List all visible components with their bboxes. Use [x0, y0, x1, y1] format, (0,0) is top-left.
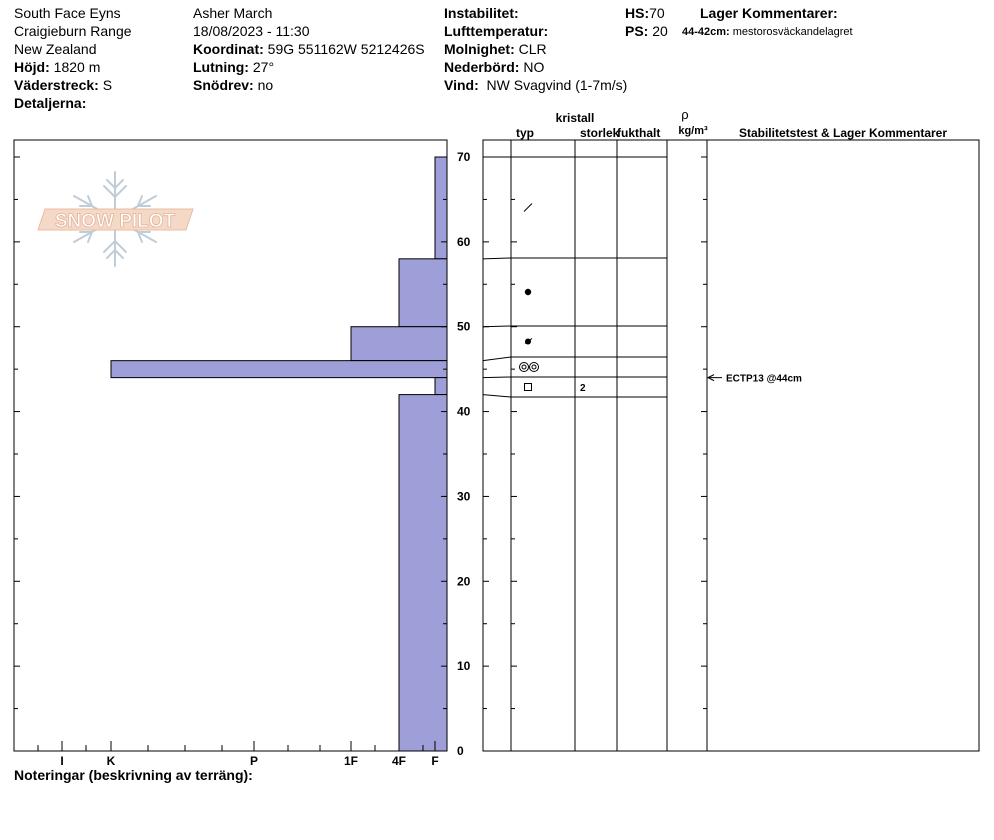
header-kristall: kristall: [555, 111, 595, 125]
hardness-bar-4: [435, 378, 447, 395]
elevation-value: 1820 m: [53, 59, 101, 75]
grain-melt-forms-icon: [520, 363, 539, 372]
layer-table-frame: [483, 140, 979, 751]
grain-rounded-icon: [525, 289, 531, 295]
hardness-tick-label-4: 4F: [391, 754, 407, 768]
logo-text: SNOW PILOT: [54, 211, 176, 232]
height-tick-label-10: 10: [457, 659, 471, 674]
notes-label: Noteringar (beskrivning av terräng):: [14, 767, 253, 783]
height-tick-label-20: 20: [457, 574, 471, 589]
sky-value: CLR: [518, 41, 547, 57]
hardness-bars: [111, 157, 447, 751]
hs-label: HS:: [625, 5, 650, 21]
hardness-bar-1: [399, 259, 447, 327]
datetime: 18/08/2023 - 11:30: [193, 23, 310, 39]
observer: Asher March: [193, 5, 273, 21]
hardness-tick-label-5: F: [431, 754, 439, 768]
precip-value: NO: [523, 59, 545, 75]
hardness-axis: [14, 741, 439, 768]
height-tick-label-50: 50: [457, 319, 471, 334]
location: South Face Eyns: [14, 5, 121, 21]
header-rho: ρ: [681, 107, 689, 122]
grain-rounding-facet-icon: [525, 339, 532, 345]
aspect-label: Väderstreck:: [14, 77, 99, 93]
grain-decomposing-icon: [524, 204, 532, 212]
stability-tests: [708, 374, 802, 385]
hardness-bar-2: [351, 327, 447, 361]
slope-label: Lutning:: [193, 59, 249, 75]
header-typ: typ: [516, 126, 534, 140]
elevation-label: Höjd:: [14, 59, 50, 75]
height-tick-label-0: 0: [457, 744, 464, 758]
height-tick-label-60: 60: [457, 234, 471, 249]
hardness-tick-label-1: K: [106, 754, 116, 768]
grain-size-4: 2: [580, 383, 586, 394]
test-label-0: ECTP13 @44cm: [726, 373, 802, 385]
sky-label: Molnighet:: [444, 41, 515, 57]
hardness-tick-label-2: P: [249, 754, 259, 768]
slope-value: 27°: [252, 59, 275, 75]
header-stability: Stabilitetstest & Lager Kommentarer: [738, 126, 948, 140]
header-fukthalt: fukthalt: [617, 126, 661, 140]
header-density-unit: kg/m³: [678, 125, 708, 137]
ps-value: 20: [652, 23, 668, 39]
header-storlek: storlek: [580, 126, 620, 140]
hs-value: 70: [649, 5, 665, 21]
snowpilot-logo: [38, 172, 193, 266]
details-label: Detaljerna:: [14, 95, 87, 111]
height-tick-label-70: 70: [457, 150, 471, 164]
precip-label: Nederbörd:: [444, 59, 520, 75]
layer-comment-text: mestorosväckandelagret: [732, 26, 853, 38]
height-tick-label-40: 40: [457, 404, 471, 419]
grain-faceted-icon: [525, 384, 532, 391]
hardness-tick-label-0: I: [60, 754, 64, 768]
drift-value: no: [257, 77, 274, 93]
hardness-bar-0: [435, 157, 447, 259]
height-axis: [14, 150, 707, 758]
height-tick-label-30: 30: [457, 489, 471, 504]
coord-value: 59G 551162W 5212426S: [267, 41, 425, 57]
layer-comment-range: 44-42cm:: [682, 26, 730, 38]
instability-label: Instabilitet:: [444, 5, 519, 21]
drift-label: Snödrev:: [193, 77, 254, 93]
airtemp-label: Lufttemperatur:: [444, 23, 549, 39]
ps-label: PS:: [625, 23, 649, 39]
layer-comments-title: Lager Kommentarer:: [700, 5, 838, 21]
coord-label: Koordinat:: [193, 41, 264, 57]
country: New Zealand: [14, 41, 97, 57]
table-columns: [511, 140, 707, 751]
hardness-bar-3: [111, 361, 447, 378]
range: Craigieburn Range: [14, 23, 132, 39]
hardness-tick-label-3: 1F: [343, 754, 359, 768]
aspect-value: S: [102, 77, 113, 93]
hardness-bar-5: [399, 395, 447, 751]
wind-label: Vind:: [444, 77, 479, 93]
grain-symbols: [520, 204, 587, 395]
wind-value: NW Svagvind (1-7m/s): [486, 77, 628, 93]
